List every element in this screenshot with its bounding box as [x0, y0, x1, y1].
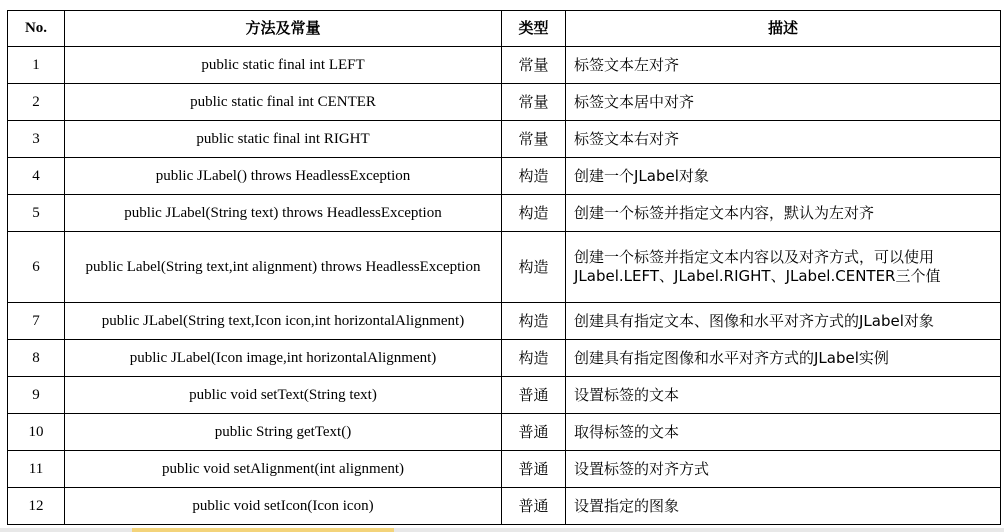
- cell-method: public void setText(String text): [65, 377, 502, 414]
- cell-desc: 标签文本居中对齐: [566, 84, 1001, 121]
- cell-desc: 创建具有指定文本、图像和水平对齐方式的JLabel对象: [566, 303, 1001, 340]
- table-row: [8, 47, 1001, 84]
- api-table-container: [7, 10, 1000, 525]
- cell-desc: 标签文本右对齐: [566, 121, 1001, 158]
- cell-type: 普通: [502, 451, 566, 488]
- cell-method: public JLabel(Icon image,int horizontalAlignment): [65, 340, 502, 377]
- cell-no: 12: [8, 488, 65, 525]
- table-row: [8, 121, 1001, 158]
- table-header-row: [8, 11, 1001, 47]
- cell-no: 10: [8, 414, 65, 451]
- cell-no: 1: [8, 47, 65, 84]
- table-row: [8, 303, 1001, 340]
- cell-desc: 设置指定的图象: [566, 488, 1001, 525]
- cell-method: public JLabel(String text,Icon icon,int horizontalAlignment): [65, 303, 502, 340]
- cell-type: 构造: [502, 232, 566, 303]
- cell-no: 5: [8, 195, 65, 232]
- cell-type: 普通: [502, 414, 566, 451]
- cell-method: public void setIcon(Icon icon): [65, 488, 502, 525]
- table-row: [8, 340, 1001, 377]
- cell-desc: 创建具有指定图像和水平对齐方式的JLabel实例: [566, 340, 1001, 377]
- cell-no: 11: [8, 451, 65, 488]
- cell-no: 8: [8, 340, 65, 377]
- cell-method: public void setAlignment(int alignment): [65, 451, 502, 488]
- table-row: [8, 84, 1001, 121]
- cell-desc: 标签文本左对齐: [566, 47, 1001, 84]
- cell-type: 构造: [502, 195, 566, 232]
- cell-desc: 创建一个标签并指定文本内容以及对齐方式，可以使用JLabel.LEFT、JLabel.RIGHT、JLabel.CENTER三个值: [566, 232, 1001, 303]
- cell-no: 2: [8, 84, 65, 121]
- cell-desc: 设置标签的文本: [566, 377, 1001, 414]
- cell-method: public JLabel(String text) throws HeadlessException: [65, 195, 502, 232]
- cell-type: 常量: [502, 84, 566, 121]
- cell-desc: 创建一个JLabel对象: [566, 158, 1001, 195]
- table-row: [8, 232, 1001, 303]
- table-row: [8, 488, 1001, 525]
- table-row: [8, 451, 1001, 488]
- cell-type: 构造: [502, 158, 566, 195]
- cell-type: 常量: [502, 121, 566, 158]
- cell-desc: 创建一个标签并指定文本内容，默认为左对齐: [566, 195, 1001, 232]
- header-method: 方法及常量: [65, 11, 502, 47]
- table-row: [8, 195, 1001, 232]
- cell-method: public String getText(): [65, 414, 502, 451]
- bottom-strip-highlight: [132, 528, 394, 532]
- cell-type: 常量: [502, 47, 566, 84]
- cell-method: public static final int CENTER: [65, 84, 502, 121]
- table-row: [8, 377, 1001, 414]
- cell-no: 3: [8, 121, 65, 158]
- table-row: [8, 158, 1001, 195]
- cell-method: public static final int LEFT: [65, 47, 502, 84]
- api-table: [7, 10, 1001, 525]
- header-desc: 描述: [566, 11, 1001, 47]
- cell-desc: 取得标签的文本: [566, 414, 1001, 451]
- cell-no: 4: [8, 158, 65, 195]
- cell-desc: 设置标签的对齐方式: [566, 451, 1001, 488]
- cell-no: 6: [8, 232, 65, 303]
- cell-type: 构造: [502, 340, 566, 377]
- cell-no: 9: [8, 377, 65, 414]
- cell-method: public JLabel() throws HeadlessException: [65, 158, 502, 195]
- cell-method: public static final int RIGHT: [65, 121, 502, 158]
- cell-type: 普通: [502, 377, 566, 414]
- header-type: 类型: [502, 11, 566, 47]
- cell-type: 普通: [502, 488, 566, 525]
- table-row: [8, 414, 1001, 451]
- cell-method: public Label(String text,int alignment) throws HeadlessException: [65, 232, 502, 303]
- cell-type: 构造: [502, 303, 566, 340]
- header-no: No.: [8, 11, 65, 47]
- cell-no: 7: [8, 303, 65, 340]
